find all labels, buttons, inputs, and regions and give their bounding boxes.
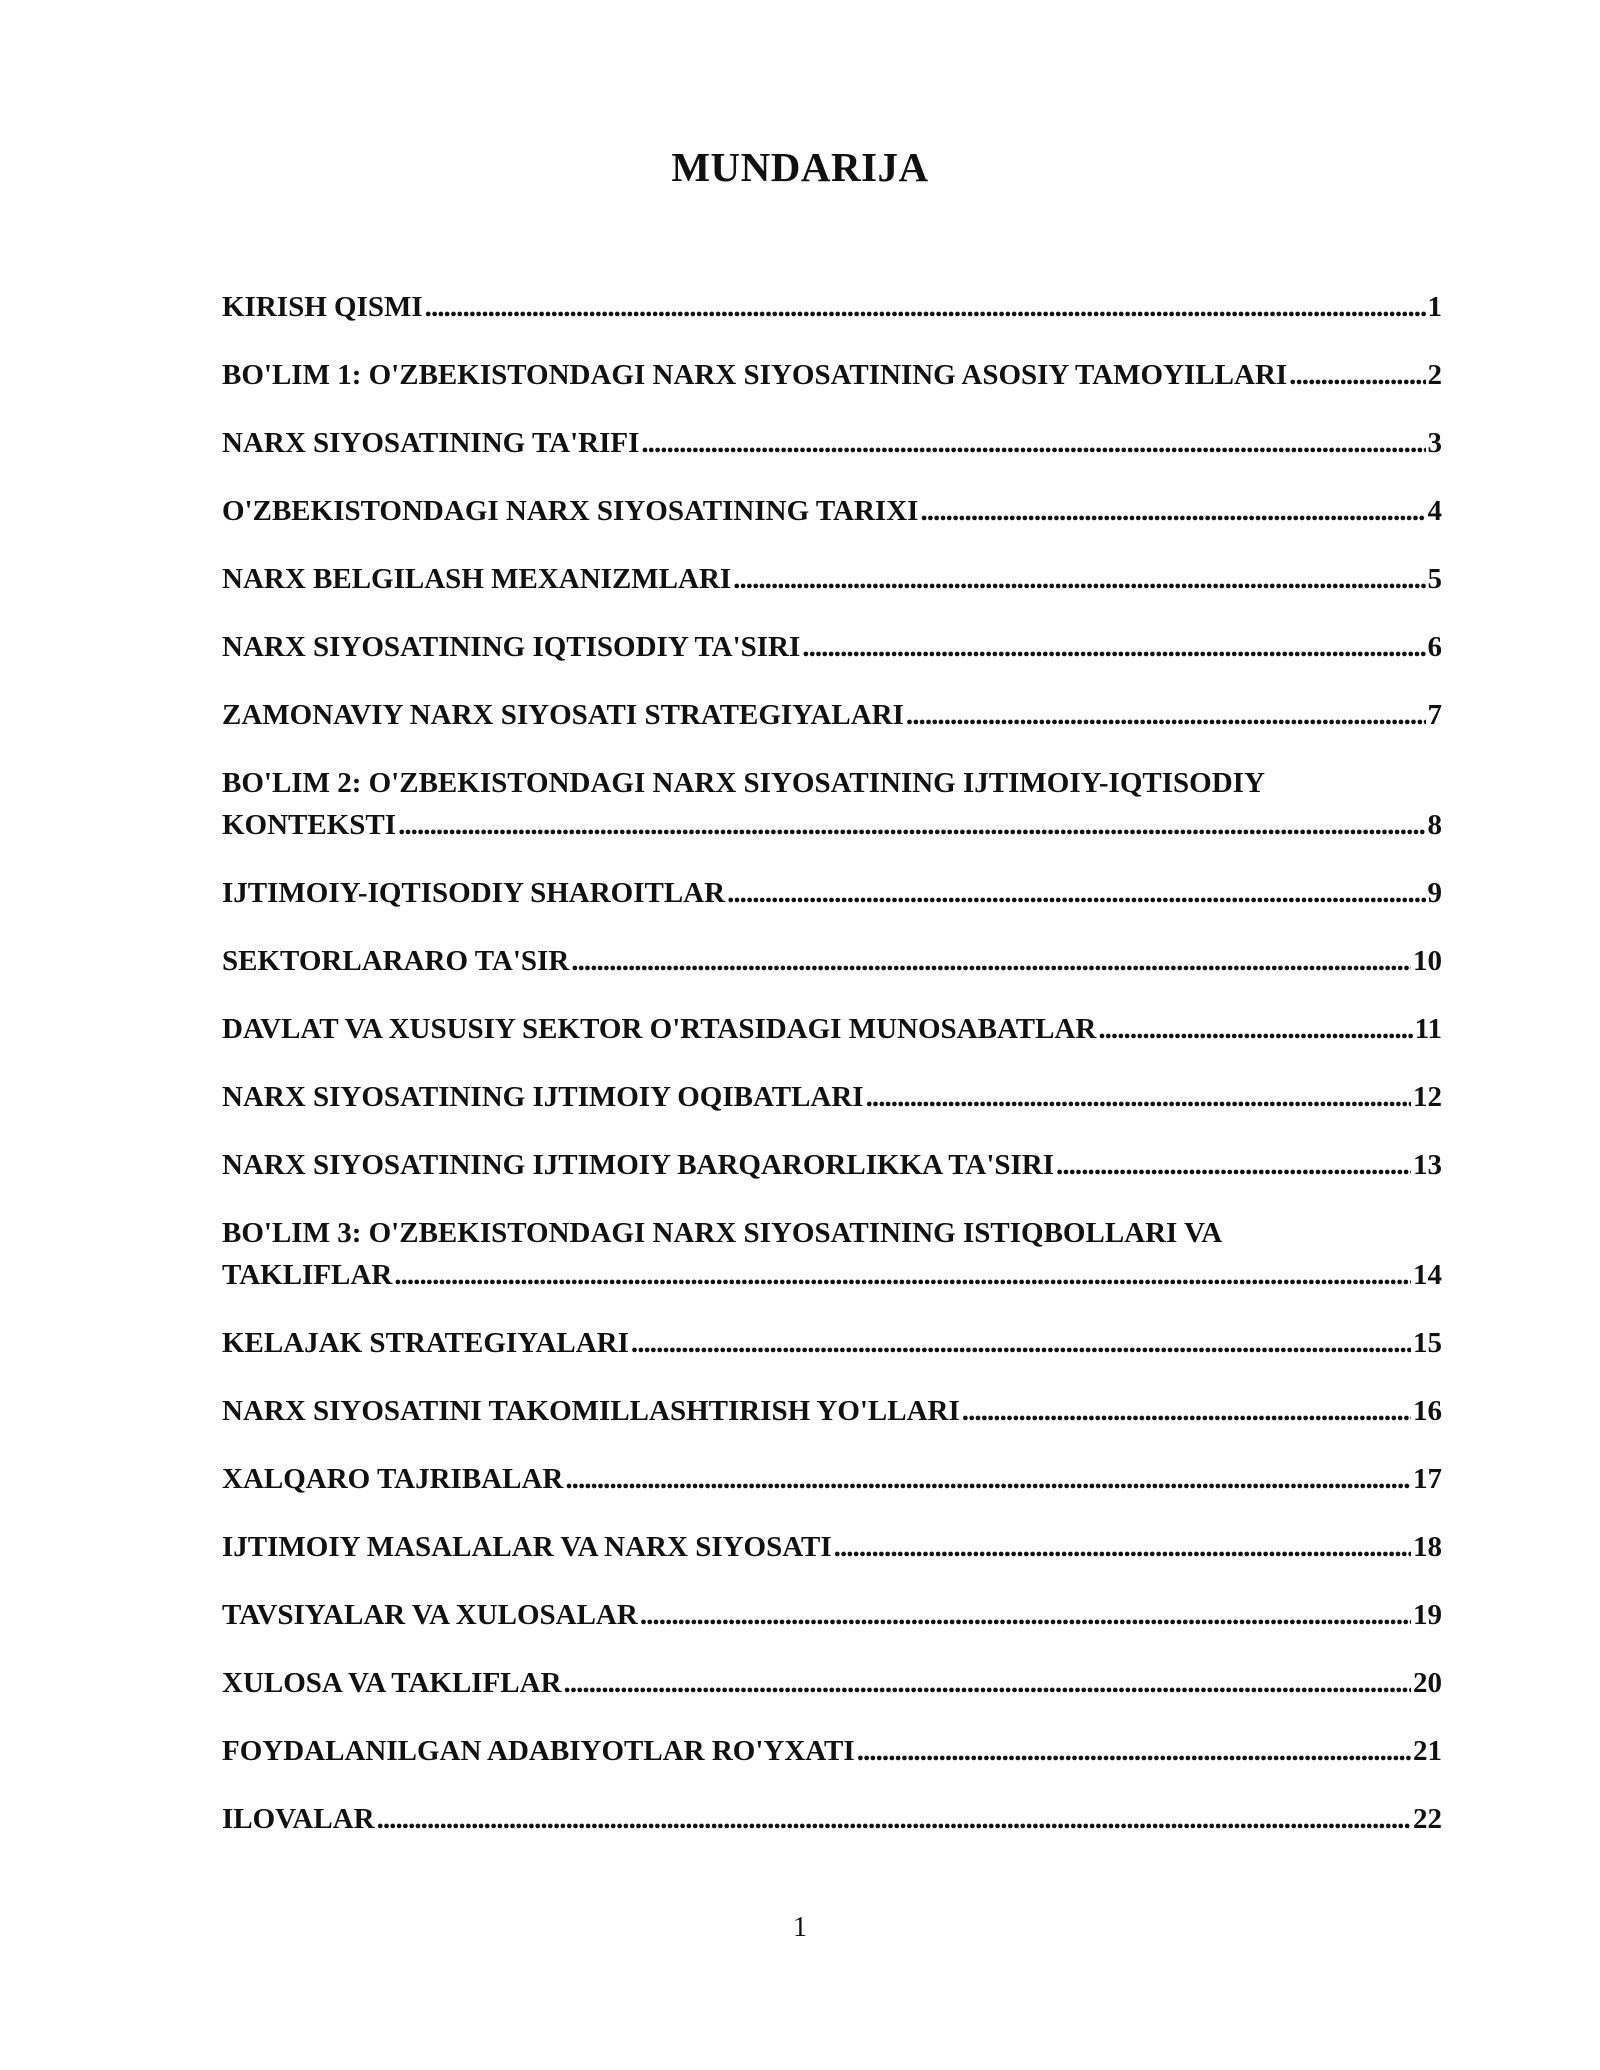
toc-entry-title: SEKTORLARARO TA'SIR: [222, 945, 570, 977]
dot-leader: [866, 1076, 1411, 1118]
toc-entry[interactable]: [222, 1458, 1442, 1500]
toc-entry-row: [222, 1662, 1442, 1704]
toc-entry-title: NARX SIYOSATINING TA'RIFI: [222, 427, 640, 459]
toc-entry-page-number: 12: [1413, 1081, 1442, 1113]
toc-entry-row: [222, 286, 1442, 328]
dot-leader: [733, 558, 1425, 600]
toc-entry-title: O'ZBEKISTONDAGI NARX SIYOSATINING TARIXI: [222, 495, 919, 527]
dot-leader: [631, 1322, 1411, 1364]
dot-leader: [962, 1390, 1411, 1432]
toc-entry-row: [222, 1458, 1442, 1500]
dot-leader: [1289, 354, 1425, 396]
toc-entry-row: [222, 940, 1442, 982]
dot-leader: [565, 1458, 1411, 1500]
toc-entry[interactable]: [222, 286, 1442, 328]
toc-entry-row: [222, 1526, 1442, 1568]
toc-entry-row: [222, 1008, 1442, 1050]
toc-entry[interactable]: [222, 872, 1442, 914]
toc-entry-page-number: 7: [1427, 699, 1442, 731]
dot-leader: [727, 872, 1425, 914]
toc-entry-page-number: 20: [1413, 1667, 1442, 1699]
toc-entry-title: NARX SIYOSATINING IJTIMOIY BARQARORLIKKA TA'SIRI: [222, 1149, 1055, 1181]
toc-entry-row: [222, 490, 1442, 532]
toc-entry-row: [222, 1390, 1442, 1432]
toc-entry-page-number: 10: [1413, 945, 1442, 977]
dot-leader: [1056, 1144, 1411, 1186]
toc-entry[interactable]: [222, 1076, 1442, 1118]
toc-entry-row: [222, 1798, 1442, 1840]
dot-leader: [394, 1254, 1411, 1296]
toc-entry-page-number: 22: [1413, 1803, 1442, 1835]
dot-leader: [857, 1730, 1411, 1772]
toc-entry-row: [222, 1076, 1442, 1118]
toc-entry-title-line1: BO'LIM 2: O'ZBEKISTONDAGI NARX SIYOSATINING IJTIMOIY-IQTISODIY: [222, 767, 1265, 799]
dot-leader: [906, 694, 1426, 736]
toc-entry-title: IJTIMOIY MASALALAR VA NARX SIYOSATI: [222, 1531, 832, 1563]
toc-entry[interactable]: [222, 1798, 1442, 1840]
dot-leader: [920, 490, 1425, 532]
toc-entry-row: [222, 694, 1442, 736]
toc-entry-title: BO'LIM 1: O'ZBEKISTONDAGI NARX SIYOSATINING ASOSIY TAMOYILLARI: [222, 359, 1288, 391]
toc-entry-row: [222, 354, 1442, 396]
page-number: 1: [793, 1912, 807, 1943]
dot-leader: [377, 1798, 1411, 1840]
dot-leader: [1098, 1008, 1412, 1050]
toc-entry-page-number: 6: [1427, 631, 1442, 663]
toc-entry-title: FOYDALANILGAN ADABIYOTLAR RO'YXATI: [222, 1735, 855, 1767]
dot-leader: [571, 940, 1411, 982]
toc-entry-row: [222, 872, 1442, 914]
toc-entry-page-number: 15: [1413, 1327, 1442, 1359]
toc-entry-row: [222, 1730, 1442, 1772]
toc-entry[interactable]: [222, 1212, 1442, 1296]
dot-leader: [564, 1662, 1411, 1704]
toc-entry-title: DAVLAT VA XUSUSIY SEKTOR O'RTASIDAGI MUNOSABATLAR: [222, 1013, 1097, 1045]
toc-entry[interactable]: [222, 1730, 1442, 1772]
toc-entry[interactable]: [222, 1008, 1442, 1050]
toc-entry-page-number: 14: [1413, 1259, 1442, 1291]
toc-entry-row: [222, 804, 1442, 846]
toc-entry[interactable]: [222, 1526, 1442, 1568]
toc-entry[interactable]: [222, 694, 1442, 736]
toc-entry-page-number: 9: [1427, 877, 1442, 909]
toc-entry-page-number: 8: [1427, 809, 1442, 841]
toc-entry-title: ZAMONAVIY NARX SIYOSATI STRATEGIYALARI: [222, 699, 904, 731]
toc-entry-page-number: 18: [1413, 1531, 1442, 1563]
toc-entry-row: [222, 422, 1442, 464]
toc-entry-page-number: 21: [1413, 1735, 1442, 1767]
toc-entry[interactable]: [222, 1390, 1442, 1432]
toc-entry[interactable]: [222, 490, 1442, 532]
dot-leader: [641, 422, 1425, 464]
page-title: MUNDARIJA: [671, 144, 929, 190]
toc-entry[interactable]: [222, 762, 1442, 846]
toc-entry[interactable]: [222, 940, 1442, 982]
table-of-contents: [222, 286, 1442, 1866]
toc-entry[interactable]: [222, 422, 1442, 464]
toc-entry-title: KIRISH QISMI: [222, 291, 423, 323]
toc-entry-title: KELAJAK STRATEGIYALARI: [222, 1327, 629, 1359]
toc-entry-page-number: 19: [1413, 1599, 1442, 1631]
toc-entry-title: NARX SIYOSATINING IJTIMOIY OQIBATLARI: [222, 1081, 864, 1113]
toc-entry-row: [222, 626, 1442, 668]
toc-entry-title: IJTIMOIY-IQTISODIY SHAROITLAR: [222, 877, 726, 909]
toc-entry-page-number: 3: [1427, 427, 1442, 459]
toc-entry-title: ILOVALAR: [222, 1803, 375, 1835]
toc-entry-page-number: 1: [1427, 291, 1442, 323]
toc-entry-row: [222, 558, 1442, 600]
toc-entry[interactable]: [222, 354, 1442, 396]
toc-entry[interactable]: [222, 1662, 1442, 1704]
dot-leader: [834, 1526, 1411, 1568]
toc-entry-page-number: 4: [1427, 495, 1442, 527]
toc-entry-title: XULOSA VA TAKLIFLAR: [222, 1667, 562, 1699]
toc-entry-title: NARX SIYOSATINI TAKOMILLASHTIRISH YO'LLARI: [222, 1395, 960, 1427]
toc-entry-row: [222, 1254, 1442, 1296]
toc-entry-page-number: 13: [1413, 1149, 1442, 1181]
toc-entry-page-number: 5: [1427, 563, 1442, 595]
toc-entry-row: [222, 1322, 1442, 1364]
toc-entry-row: [222, 1594, 1442, 1636]
toc-entry[interactable]: [222, 558, 1442, 600]
toc-entry-title: KONTEKSTI: [222, 809, 397, 841]
toc-entry-title: XALQARO TAJRIBALAR: [222, 1463, 564, 1495]
dot-leader: [425, 286, 1426, 328]
toc-entry-row: [222, 1144, 1442, 1186]
toc-entry[interactable]: [222, 1594, 1442, 1636]
dot-leader: [802, 626, 1425, 668]
toc-entry-title-line1: BO'LIM 3: O'ZBEKISTONDAGI NARX SIYOSATINING ISTIQBOLLARI VA: [222, 1217, 1223, 1249]
dot-leader: [640, 1594, 1411, 1636]
toc-entry-page-number: 16: [1413, 1395, 1442, 1427]
toc-entry[interactable]: [222, 1322, 1442, 1364]
toc-entry[interactable]: [222, 1144, 1442, 1186]
toc-entry-title: NARX BELGILASH MEXANIZMLARI: [222, 563, 732, 595]
dot-leader: [398, 804, 1425, 846]
toc-entry-title: NARX SIYOSATINING IQTISODIY TA'SIRI: [222, 631, 801, 663]
toc-entry-page-number: 17: [1413, 1463, 1442, 1495]
toc-entry-page-number: 2: [1427, 359, 1442, 391]
toc-entry-title: TAKLIFLAR: [222, 1259, 393, 1291]
toc-entry[interactable]: [222, 626, 1442, 668]
toc-entry-title: TAVSIYALAR VA XULOSALAR: [222, 1599, 638, 1631]
toc-entry-page-number: 11: [1414, 1013, 1442, 1045]
